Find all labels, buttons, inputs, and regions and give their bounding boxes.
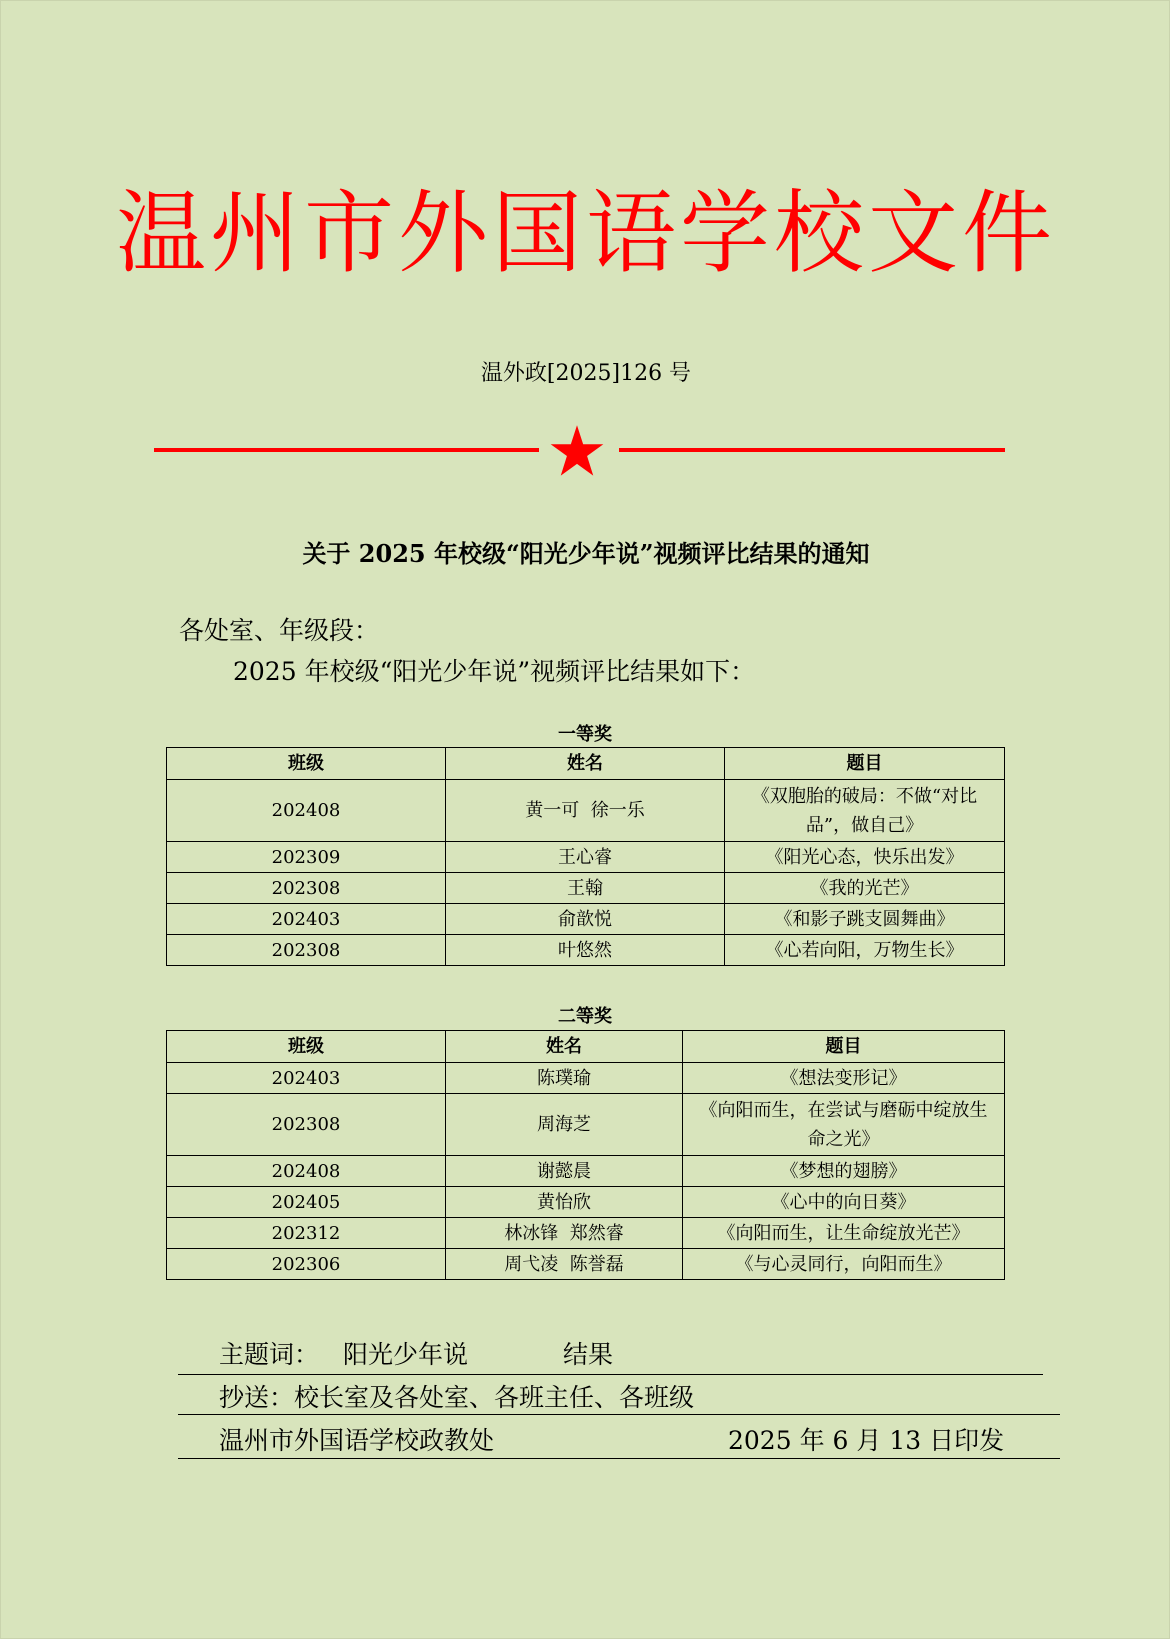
table-row bbox=[167, 1249, 1005, 1280]
class-cell: 202408 bbox=[167, 780, 446, 842]
class-cell: 202309 bbox=[167, 842, 446, 873]
video-title-cell: 《想法变形记》 bbox=[683, 1063, 1005, 1094]
class-cell: 202403 bbox=[167, 1063, 446, 1094]
first-prize-title: 一等奖 bbox=[558, 724, 612, 745]
notice-title: 关于 2025 年校级“阳光少年说”视频评比结果的通知 bbox=[302, 539, 870, 568]
name-cell: 叶悠然 bbox=[446, 935, 725, 966]
name-cell: 谢懿晨 bbox=[446, 1156, 683, 1187]
class-cell: 202408 bbox=[167, 1156, 446, 1187]
name-cell: 王翰 bbox=[446, 873, 725, 904]
salutation: 各处室、年级段： bbox=[179, 616, 380, 645]
masthead-title: 温州市外国语学校文件 bbox=[116, 181, 1056, 286]
video-title-cell: 《我的光芒》 bbox=[725, 873, 1005, 904]
name-cell: 黄一可 徐一乐 bbox=[446, 780, 725, 842]
intro-paragraph: 2025 年校级“阳光少年说”视频评比结果如下： bbox=[233, 657, 756, 686]
column-header-class: 班级 bbox=[167, 1031, 446, 1063]
video-title-cell: 《梦想的翅膀》 bbox=[683, 1156, 1005, 1187]
table-header-row bbox=[167, 1031, 1005, 1063]
issuer: 温州市外国语学校政教处 bbox=[219, 1426, 495, 1455]
class-cell: 202308 bbox=[167, 873, 446, 904]
name-cell: 周弋凌 陈誉磊 bbox=[446, 1249, 683, 1280]
video-title-cell: 《心若向阳，万物生长》 bbox=[725, 935, 1005, 966]
cc-line: 抄送：校长室及各处室、各班主任、各班级 bbox=[219, 1383, 695, 1412]
red-divider-right bbox=[619, 448, 1005, 452]
table-row bbox=[167, 1094, 1005, 1156]
table-row bbox=[167, 842, 1005, 873]
footer-divider-2 bbox=[178, 1414, 1060, 1415]
name-cell: 黄怡欣 bbox=[446, 1187, 683, 1218]
footer-divider-1 bbox=[178, 1374, 1043, 1375]
class-cell: 202312 bbox=[167, 1218, 446, 1249]
video-title-cell: 《和影子跳支圆舞曲》 bbox=[725, 904, 1005, 935]
class-cell: 202306 bbox=[167, 1249, 446, 1280]
second-prize-table bbox=[166, 1030, 1005, 1280]
red-star-icon bbox=[549, 423, 605, 479]
column-header-title: 题目 bbox=[683, 1031, 1005, 1063]
table-row bbox=[167, 780, 1005, 842]
keywords-label: 主题词： bbox=[219, 1340, 320, 1369]
table-header-row bbox=[167, 748, 1005, 780]
first-prize-table bbox=[166, 747, 1005, 966]
video-title-cell: 《与心灵同行，向阳而生》 bbox=[683, 1249, 1005, 1280]
class-cell: 202403 bbox=[167, 904, 446, 935]
table-row bbox=[167, 904, 1005, 935]
video-title-cell: 《向阳而生，在尝试与磨砺中绽放生命之光》 bbox=[683, 1094, 1005, 1156]
keyword-2: 结果 bbox=[563, 1340, 614, 1369]
table-row bbox=[167, 1156, 1005, 1187]
table-row bbox=[167, 873, 1005, 904]
column-header-name: 姓名 bbox=[446, 1031, 683, 1063]
column-header-title: 题目 bbox=[725, 748, 1005, 780]
table-row bbox=[167, 1187, 1005, 1218]
document-number: 温外政[2025]126 号 bbox=[480, 361, 692, 386]
name-cell: 俞歆悦 bbox=[446, 904, 725, 935]
red-divider-left bbox=[154, 448, 539, 452]
table-row bbox=[167, 1063, 1005, 1094]
name-cell: 王心睿 bbox=[446, 842, 725, 873]
name-cell: 林冰锋 郑然睿 bbox=[446, 1218, 683, 1249]
class-cell: 202308 bbox=[167, 1094, 446, 1156]
name-cell: 陈璞瑜 bbox=[446, 1063, 683, 1094]
second-prize-title: 二等奖 bbox=[558, 1006, 612, 1027]
video-title-cell: 《向阳而生，让生命绽放光芒》 bbox=[683, 1218, 1005, 1249]
table-row bbox=[167, 1218, 1005, 1249]
column-header-class: 班级 bbox=[167, 748, 446, 780]
video-title-cell: 《阳光心态，快乐出发》 bbox=[725, 842, 1005, 873]
column-header-name: 姓名 bbox=[446, 748, 725, 780]
video-title-cell: 《心中的向日葵》 bbox=[683, 1187, 1005, 1218]
video-title-cell: 《双胞胎的破局：不做“对比品”，做自己》 bbox=[725, 780, 1005, 842]
class-cell: 202308 bbox=[167, 935, 446, 966]
class-cell: 202405 bbox=[167, 1187, 446, 1218]
issue-date: 2025 年 6 月 13 日印发 bbox=[728, 1426, 1005, 1455]
table-row bbox=[167, 935, 1005, 966]
footer-divider-3 bbox=[178, 1458, 1060, 1459]
name-cell: 周海芝 bbox=[446, 1094, 683, 1156]
keyword-1: 阳光少年说 bbox=[343, 1340, 469, 1369]
